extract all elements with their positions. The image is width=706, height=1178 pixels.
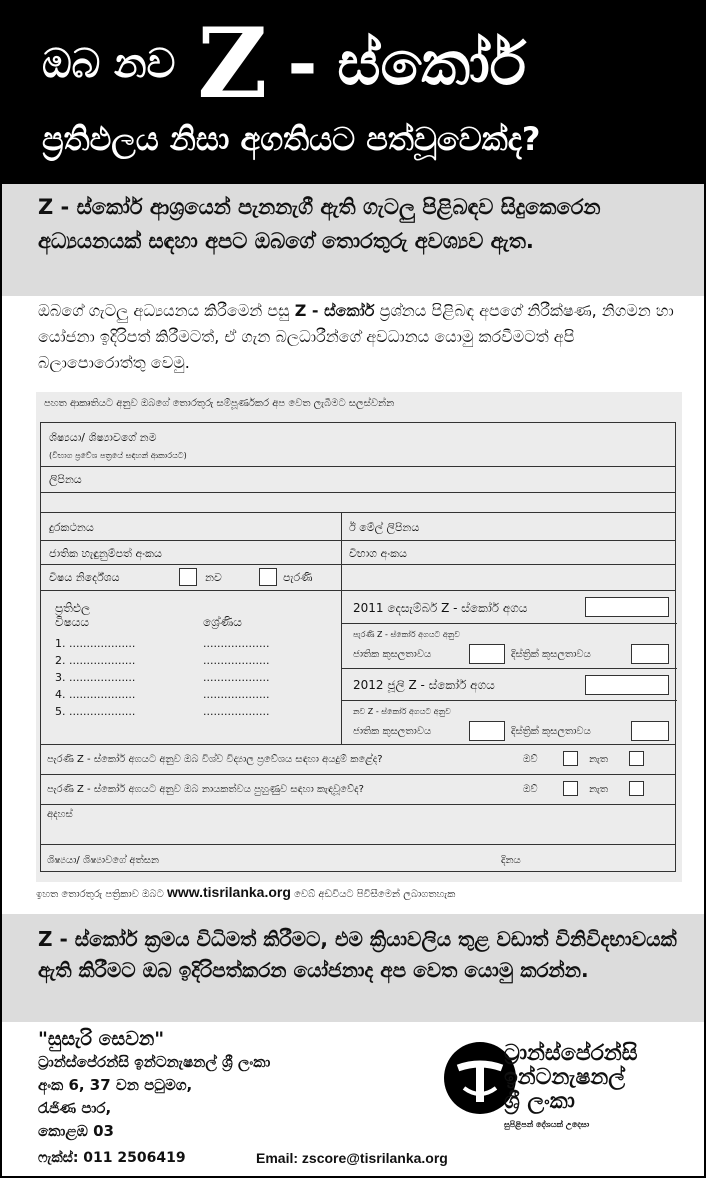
intro-paragraph [38, 298, 678, 376]
old-checkbox[interactable] [259, 568, 277, 586]
new-rank-cell [341, 701, 677, 745]
remarks-label: අදහස් [47, 809, 73, 820]
signature-row[interactable] [41, 845, 675, 871]
headline-subtitle: ප්‍රතිඵලය නිසා අගතියට පත්වූවෙක්ද? [42, 120, 541, 158]
signature-label: ශිෂ්‍යයා/ ශිෂ්‍යාවගේ අත්සන [47, 855, 160, 866]
grade-list [203, 635, 269, 720]
q1-no-label: නැත [589, 754, 609, 765]
logo-line: ඉන්ටනැෂනල් [504, 1065, 626, 1090]
logo-wordmark [504, 1042, 638, 1114]
grade-item[interactable]: ................... [203, 688, 270, 701]
subject-list [55, 635, 135, 720]
new-district-label: දිස්ත්‍රික් කුසලතාවය [511, 726, 591, 737]
subject-item[interactable]: 1. ................... [55, 637, 136, 650]
old-district-label: දිස්ත්‍රික් කුසලතාවය [511, 649, 591, 660]
q2-no-label: නැත [589, 784, 609, 795]
intro-bold: Z - ස්කෝර් [294, 301, 375, 320]
intro-part2: ප්‍රශ්නය පිළිබඳ අපගේ නිරීක්ෂණ, නිගමන හා යෝජනා ඉදිරිපත් කිරීමටත්, ඒ ගැන බලධාරීන්ගේ අවධානය යොමු කරවීමටත් අපි බලාපොරොත්තු වෙමු. [38, 301, 674, 372]
new-label: නව [205, 571, 222, 584]
form-caption: පහත ආකෘතියට අනුව ඔබගේ තොරතුරු සම්පූර්ණකර අප වෙත ලැබීමට සලස්වන්න [44, 398, 395, 409]
date-label: දිනය [501, 855, 521, 866]
q1-label: පැරණි Z - ස්කෝර් අගයට අනුව ඔබ විශ්ව විද්‍යාල ප්‍රවේශය සඳහා අයදුම් කළේද? [47, 754, 383, 765]
website-link[interactable]: www.tisrilanka.org [166, 884, 291, 900]
name-label: ශිෂ්‍යයා/ ශිෂ්‍යාවගේ නම [49, 431, 157, 444]
remarks-row[interactable] [41, 805, 675, 845]
new-checkbox[interactable] [179, 568, 197, 586]
suggestion-band [2, 914, 704, 1022]
nic-row [41, 541, 675, 565]
z2011-cell [341, 591, 677, 624]
results-row [41, 591, 675, 745]
syllabus-label: විෂය නිර්දේශය [49, 571, 120, 584]
info-band-text: Z - ස්කෝර් ආශ්‍රයෙන් පැනනැගී ඇති ගැටලු පිළිබඳව සිදුකෙරෙන අධ්‍යයනයක් සඳහා අපට ඔබගේ තොරතුරු අවශ්‍යව ඇත. [38, 195, 601, 253]
contact-title: "සුසැරි සෙවන" [38, 1028, 165, 1050]
old-rank-cell [341, 624, 677, 669]
subject-item[interactable]: 2. ................... [55, 654, 136, 667]
phone-row [41, 513, 675, 541]
old-label: පැරණි [283, 571, 313, 584]
grade-item[interactable]: ................... [203, 654, 270, 667]
name-row[interactable] [41, 423, 675, 467]
divider [341, 513, 342, 540]
address-blank-row[interactable] [41, 493, 675, 513]
syllabus-row [41, 565, 675, 591]
z2011-input[interactable] [585, 597, 669, 617]
old-z-label: පැරණි Z - ස්කෝර් අගයට අනුව [353, 630, 461, 639]
exam-no-label: විභාග අංකය [349, 547, 407, 560]
phone-label: දුරකථනය [49, 521, 94, 534]
q2-no-checkbox[interactable] [629, 781, 644, 796]
header-banner [2, 2, 704, 184]
fax-number: ෆැක්ස්: 011 2506419 [38, 1150, 186, 1166]
contact-line: ට්‍රාන්ස්පේරන්සි ඉන්ටනැෂනල් ශ්‍රී ලංකා [38, 1053, 271, 1071]
subject-item[interactable]: 5. ................... [55, 705, 136, 718]
info-band [2, 184, 704, 296]
divider [341, 565, 342, 590]
subject-label: විෂයය [55, 615, 90, 629]
website-note [36, 884, 682, 900]
new-z-label: නව Z - ස්කෝර් අගයට අනුව [353, 707, 451, 716]
logo-line: ශ්‍රී ලංකා [504, 1089, 575, 1114]
logo-tagline: සුපිළිපන් දේශයක් උදෙසා [504, 1120, 590, 1129]
divider [341, 541, 342, 564]
results-label: ප්‍රතිඵල [55, 601, 91, 615]
grade-label: ශ්‍රේණිය [203, 615, 242, 629]
q1-yes-checkbox[interactable] [563, 751, 578, 766]
z2012-input[interactable] [585, 675, 669, 695]
q2-yes-label: ඔව් [523, 784, 538, 795]
z2012-cell [341, 669, 677, 701]
headline-dash: - [287, 22, 318, 106]
old-national-input[interactable] [469, 644, 505, 664]
suggestion-band-text: Z - ස්කෝර් ක්‍රමය විධිමත් කිරීමට, එම ක්‍රියාවලිය තුළ වඩාත් විනිවිදභාවයක් ඇති කිරීමට ඔබ ඉදිරිපත්කරන යෝජනාද අප වෙත යොමු කරන්න. [38, 927, 677, 982]
old-district-input[interactable] [631, 644, 669, 664]
logo-line: ට්‍රාන්ස්පේරන්සි [504, 1041, 638, 1066]
z2012-label: 2012 ජූලි Z - ස්කෝර් අගය [353, 678, 495, 692]
website-note-before: ඉහත තොරතුරු පත්‍රිකාව ඔබට [36, 889, 167, 900]
new-national-label: ජාතික කුසලතාවය [353, 726, 432, 737]
headline-score: ස්කෝර් [337, 29, 527, 99]
q2-row [41, 775, 675, 805]
student-form [36, 392, 682, 882]
new-district-input[interactable] [631, 721, 669, 741]
q2-yes-checkbox[interactable] [563, 781, 578, 796]
address-label: ලිපිනය [49, 473, 82, 486]
q1-yes-label: ඔව් [523, 754, 538, 765]
contact-line: අංක 6, 37 වන පටුමග, [38, 1076, 193, 1094]
subject-item[interactable]: 3. ................... [55, 671, 136, 684]
headline-z: Z [197, 7, 268, 120]
email-address[interactable]: Email: zscore@tisrilanka.org [256, 1150, 448, 1166]
name-note: (විභාග ප්‍රවේශ පත්‍රයේ සඳහන් ආකාරයට) [49, 451, 187, 460]
form-grid [40, 422, 676, 872]
q1-no-checkbox[interactable] [629, 751, 644, 766]
z2011-label: 2011 දෙසැම්බර් Z - ස්කෝර් අගය [353, 601, 528, 615]
q2-label: පැරණි Z - ස්කෝර් අගයට අනුව ඔබ නායකත්වය පුහුණුව සඳහා කැඳවූවේද? [47, 784, 364, 795]
contact-line: කොළඹ 03 [38, 1122, 114, 1140]
website-note-after: වෙබ් අඩවියට පිවිසීමෙන් ලබාගතහැක [290, 889, 456, 900]
new-national-input[interactable] [469, 721, 505, 741]
contact-line: රැජිණ පාර, [38, 1099, 112, 1117]
q1-row [41, 745, 675, 775]
subject-item[interactable]: 4. ................... [55, 688, 136, 701]
headline [42, 7, 527, 120]
old-national-label: ජාතික කුසලතාවය [353, 649, 432, 660]
grade-item[interactable]: ................... [203, 705, 270, 718]
grade-item[interactable]: ................... [203, 671, 270, 684]
email-label: ඊ මේල් ලිපිනය [349, 521, 420, 534]
contact-address [38, 1028, 270, 1143]
nic-label: ජාතික හැඳුනුම්පත් අංකය [49, 547, 162, 560]
grade-item[interactable]: ................... [203, 637, 270, 650]
headline-prefix: ඔබ නව [42, 41, 176, 87]
intro-part1: ඔබගේ ගැටලු අධ්‍යයනය කිරීමෙන් පසු [38, 301, 295, 320]
address-row[interactable] [41, 467, 675, 493]
